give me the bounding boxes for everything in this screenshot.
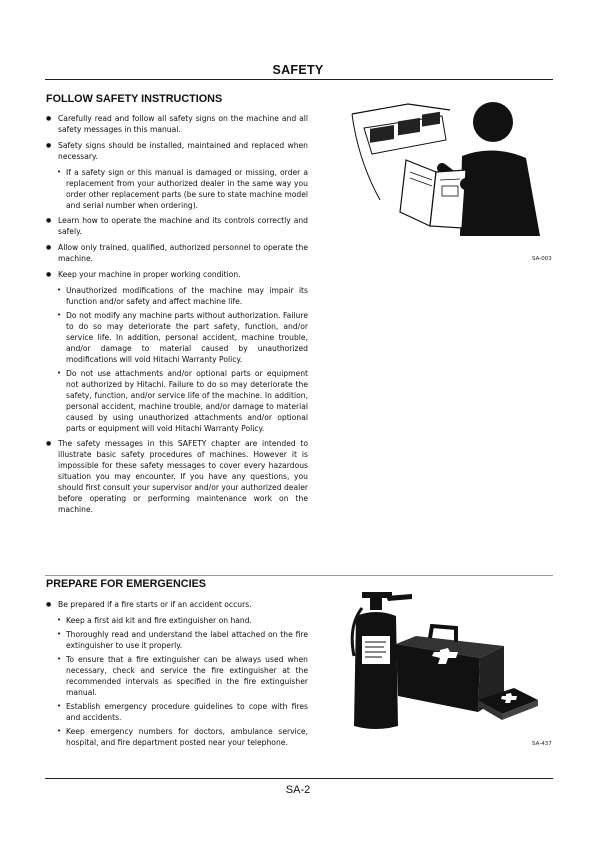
fire-extinguisher-first-aid-illustration: [328, 586, 553, 736]
list-item: ● Allow only trained, qualified, authorized personnel to operate the machine.: [46, 242, 308, 264]
sub-list: [46, 615, 308, 748]
page-number: SA-2: [285, 784, 311, 796]
header-rule: [45, 79, 553, 80]
section-title-prepare-emergencies: PREPARE FOR EMERGENCIES: [46, 578, 206, 590]
sub-list-item: • Do not modify any machine parts without authorization. Failure to do so may deteriorate the part safety, function, and/or service life. In addition, personal accident, machine trouble, and/or damage to material caused by unauthorized modifications will void Hitachi Warranty Policy.: [46, 310, 308, 365]
list-item: ● Carefully read and follow all safety signs on the machine and all safety messages in this manual.: [46, 113, 308, 135]
sub-list-item: • To ensure that a fire extinguisher can be always used when necessary, check and service the fire extinguisher at the recommended intervals as specified in the fire extinguisher manual.: [46, 654, 308, 698]
list-item: ● The safety messages in this SAFETY chapter are intended to illustrate basic safety procedures of machines. However it is impossible for these safety messages to cover every hazardous situation you may encounter. If you have any questions, you should first consult your supervisor and/or your authorized dealer before operating or performing maintenance work on the machine.: [46, 438, 308, 515]
figure-caption: SA-003: [532, 256, 552, 262]
figure-caption: SA-437: [532, 741, 552, 747]
list-item: ● Be prepared if a fire starts or if an accident occurs.: [46, 599, 308, 610]
sub-list-item: • Unauthorized modifications of the machine may impair its function and/or safety and affect machine life.: [46, 285, 308, 307]
sub-list-item: • Keep a first aid kit and fire extinguisher on hand.: [46, 615, 308, 626]
section2-body: [46, 599, 308, 752]
sub-list-item: • Do not use attachments and/or optional parts or equipment not authorized by Hitachi. Failure to do so may deteriorate the safety, function, and/or service life of the machine. In addition, personal accident, machine trouble, and/or damage to material caused by using unauthorized attachments and/or optional parts or equipment will void Hitachi Warranty Policy.: [46, 368, 308, 434]
section-divider: [45, 575, 553, 576]
sub-list: [46, 285, 308, 434]
list-item: ● Safety signs should be installed, maintained and replaced when necessary.: [46, 140, 308, 162]
sub-list-item: • If a safety sign or this manual is damaged or missing, order a replacement from your authorized dealer in the same way you order other replacement parts (be sure to state machine model and serial number when ordering).: [46, 167, 308, 211]
section1-body: [46, 113, 308, 520]
list-item: ● Keep your machine in proper working condition.: [46, 269, 308, 280]
page-header-title: SAFETY: [272, 63, 324, 77]
section-title-follow-safety: FOLLOW SAFETY INSTRUCTIONS: [46, 93, 223, 105]
reading-manual-illustration: [350, 100, 550, 252]
footer-rule: [45, 778, 553, 779]
sub-list-item: • Establish emergency procedure guidelines to cope with fires and accidents.: [46, 701, 308, 723]
sub-list-item: • Keep emergency numbers for doctors, ambulance service, hospital, and fire department posted near your telephone.: [46, 726, 308, 748]
sub-list: [46, 167, 308, 211]
list-item: ● Learn how to operate the machine and its controls correctly and safely.: [46, 215, 308, 237]
sub-list-item: • Thoroughly read and understand the label attached on the fire extinguisher to use it properly.: [46, 629, 308, 651]
